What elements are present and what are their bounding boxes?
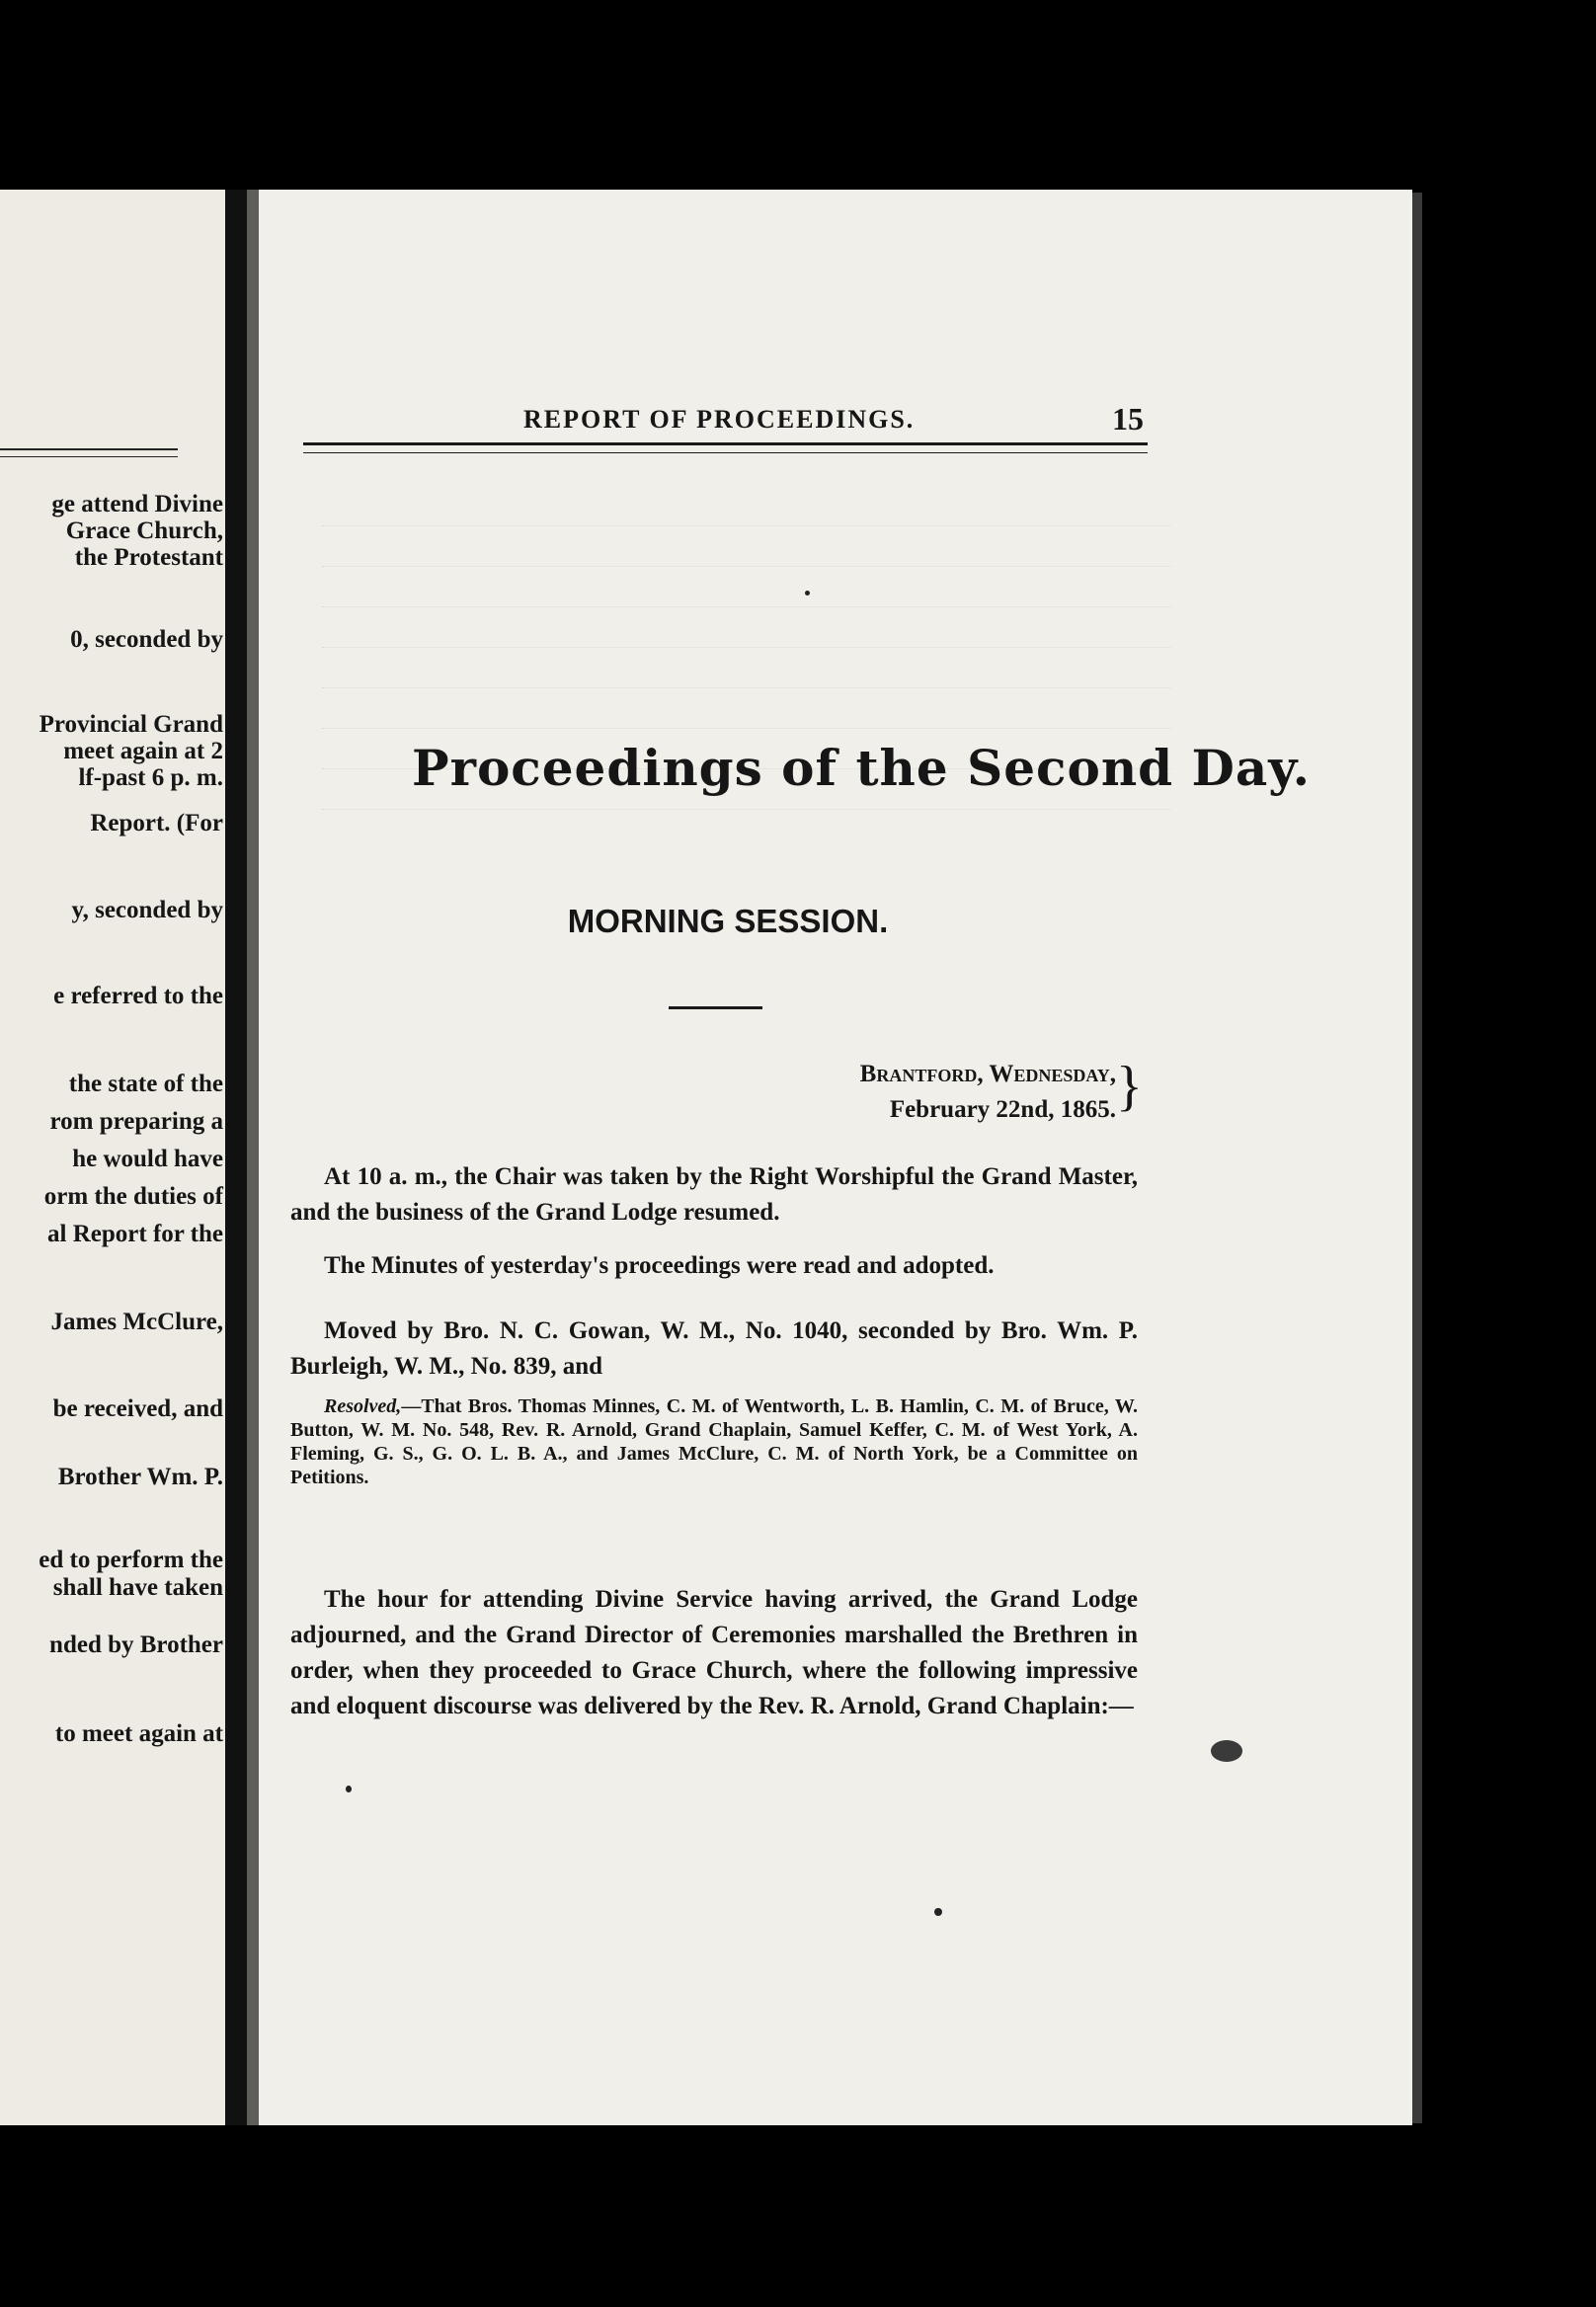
left-text-line: the Protestant: [74, 544, 223, 571]
page-number: 15: [1112, 401, 1144, 437]
header-rule: [303, 442, 1148, 453]
left-text-line: Report. (For: [90, 810, 223, 836]
left-header-rule: [0, 448, 178, 457]
ink-speck: [805, 591, 810, 596]
paragraph-moved: Moved by Bro. N. C. Gowan, W. M., No. 1040, seconded by Bro. Wm. P. Burleigh, W. M., No. 839, and: [290, 1317, 1138, 1380]
resolved-label: Resolved,: [324, 1395, 402, 1417]
date-line: February 22nd, 1865.: [889, 1096, 1116, 1123]
ink-speck: [934, 1908, 942, 1916]
resolution-paragraph: [290, 1394, 1138, 1489]
left-text-line: be received, and: [52, 1395, 223, 1422]
left-text-line: e referred to the: [53, 983, 223, 1009]
left-text-line: lf-past 6 p. m.: [78, 764, 223, 791]
left-text-line: nded by Brother: [49, 1631, 223, 1658]
left-text-line: James McClure,: [50, 1309, 223, 1335]
paragraph-minutes: The Minutes of yesterday's proceedings were read and adopted.: [324, 1252, 995, 1279]
left-text-line: ge attend Divine: [51, 491, 223, 517]
session-title: MORNING SESSION.: [567, 903, 889, 939]
left-text-line: al Report for the: [47, 1221, 223, 1247]
ink-blot: [1211, 1740, 1242, 1762]
left-text-line: ed to perform the: [39, 1547, 223, 1573]
running-header: REPORT OF PROCEEDINGS.: [523, 405, 916, 434]
gutter-shadow: [247, 190, 259, 2125]
left-text-line: meet again at 2: [63, 738, 223, 764]
paragraph-divine-service: The hour for attending Divine Service having arrived, the Grand Lodge adjourned, and the Grand Director of Ceremonies marshalled the Brethren in order, when they proceeded to Grace Church, where the following impressive and eloquent discourse was delivered by the Rev. R. Arnold, Grand Chaplain:—: [290, 1586, 1138, 1719]
book-gutter: [225, 190, 247, 2125]
brace-mark: }: [1116, 1056, 1143, 1117]
left-text-line: 0, seconded by: [70, 626, 223, 653]
left-text-line: to meet again at: [54, 1720, 223, 1747]
left-text-line: orm the duties of: [43, 1183, 223, 1210]
left-text-line: rom preparing a: [49, 1108, 223, 1135]
left-facing-page: [0, 190, 225, 2125]
chapter-heading: Proceedings of the Second Day.: [412, 739, 1312, 797]
left-text-line: Provincial Grand: [39, 711, 223, 738]
right-page: [259, 190, 1412, 2125]
left-text-line: he would have: [72, 1146, 223, 1172]
section-divider: [669, 1006, 762, 1009]
left-text-line: y, seconded by: [71, 897, 223, 923]
left-text-line: Grace Church,: [65, 517, 223, 544]
ink-speck: [346, 1786, 352, 1792]
place-date: [674, 1057, 1116, 1128]
left-text-line: the state of the: [68, 1071, 223, 1097]
resolution-text: —That Bros. Thomas Minnes, C. M. of Wentworth, L. B. Hamlin, C. M. of Bruce, W. Button, W. M. No. 548, Rev. R. Arnold, Grand Chaplain, Samuel Keffer, C. M. of West York, A. Fleming, G. S., G. O. L. B. A., and James McClure, C. M. of North York, be a Committee on Petitions.: [290, 1395, 1138, 1488]
left-text-line: shall have taken: [52, 1574, 223, 1601]
paragraph-chair-taken: At 10 a. m., the Chair was taken by the Right Worshipful the Grand Master, and the business of the Grand Lodge resumed.: [290, 1163, 1138, 1226]
left-text-line: Brother Wm. P.: [57, 1464, 223, 1490]
place-line: Brantford, Wednesday,: [859, 1061, 1116, 1087]
page-edge: [1412, 193, 1422, 2123]
